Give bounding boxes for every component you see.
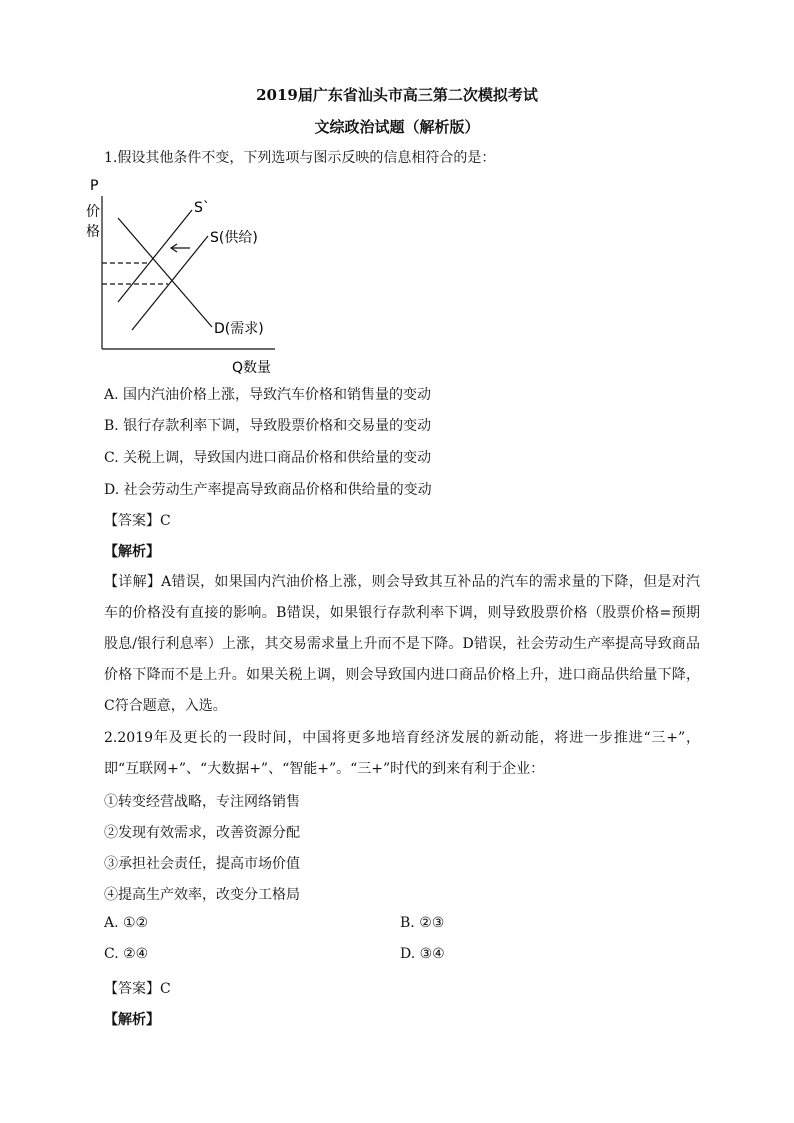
demand-curve bbox=[118, 218, 212, 327]
figure-y-axis-p: P bbox=[90, 178, 99, 194]
q2-analysis-label: 【解析】 bbox=[104, 1012, 160, 1028]
supply-curve-s bbox=[132, 236, 208, 330]
q2-option-c: C. ②④ bbox=[104, 946, 149, 962]
figure-y-axis-label-2: 格 bbox=[86, 224, 100, 240]
q1-answer: 【答案】C bbox=[104, 513, 171, 529]
q2-item-4: ④提高生产效率，改变分工格局 bbox=[104, 887, 300, 903]
q1-option-b: B. 银行存款利率下调，导致股票价格和交易量的变动 bbox=[104, 418, 432, 434]
s-supply-label: S(供给) bbox=[210, 230, 258, 246]
q1-option-c: C. 关税上调，导致国内进口商品价格和供给量的变动 bbox=[104, 450, 432, 466]
q2-option-d: D. ③④ bbox=[400, 946, 445, 962]
q2-item-1: ①转变经营战略，专注网络销售 bbox=[104, 794, 300, 810]
q2-answer: 【答案】C bbox=[104, 981, 171, 997]
d-demand-label: D(需求) bbox=[214, 321, 264, 337]
q2-stem: 2.2019年及更长的一段时间，中国将更多地培育经济发展的新动能，将进一步推进“三+”，即“互联网+”、“大数据+”、“智能+”。“三+”时代的到来有利于企业： bbox=[104, 730, 700, 777]
figure-x-axis-label: Q数量 bbox=[232, 360, 272, 376]
q2-item-3: ③承担社会责任，提高市场价值 bbox=[104, 856, 300, 872]
q2-option-a: A. ①② bbox=[104, 915, 149, 931]
figure-y-axis-label-1: 价 bbox=[86, 204, 100, 220]
q1-option-d: D. 社会劳动生产率提高导致商品价格和供给量的变动 bbox=[104, 482, 432, 498]
s-prime-label: S` bbox=[194, 200, 210, 216]
q1-analysis-label: 【解析】 bbox=[104, 544, 160, 560]
exam-subtitle: 文综政治试题（解析版） bbox=[314, 118, 480, 136]
q1-option-a: A. 国内汽油价格上涨，导致汽车价格和销售量的变动 bbox=[104, 387, 432, 403]
q1-stem: 1.假设其他条件不变，下列选项与图示反映的信息相符合的是： bbox=[104, 150, 496, 166]
supply-curve-s-prime bbox=[118, 210, 192, 302]
q1-analysis-text: 【详解】A错误，如果国内汽油价格上涨，则会导致其互补品的汽车的需求量的下降，但是对汽车的价格没有直接的影响。B错误，如果银行存款利率下调，则导致股票价格（股票价格=预期股息/银行利息率）上涨，其交易需求量上升而不是下降。D错误，社会劳动生产率提高导致商品价格下降而不是上升。如果关税上调，则会导致国内进口商品价格上升，进口商品供给量下降，C符合题意，入选。 bbox=[104, 574, 700, 714]
supply-demand-figure bbox=[80, 172, 300, 377]
q2-option-b: B. ②③ bbox=[400, 915, 445, 931]
q2-item-2: ②发现有效需求，改善资源分配 bbox=[104, 825, 300, 841]
shift-arrow-icon bbox=[171, 244, 190, 252]
exam-title: 2019届广东省汕头市高三第二次模拟考试 bbox=[256, 86, 538, 104]
